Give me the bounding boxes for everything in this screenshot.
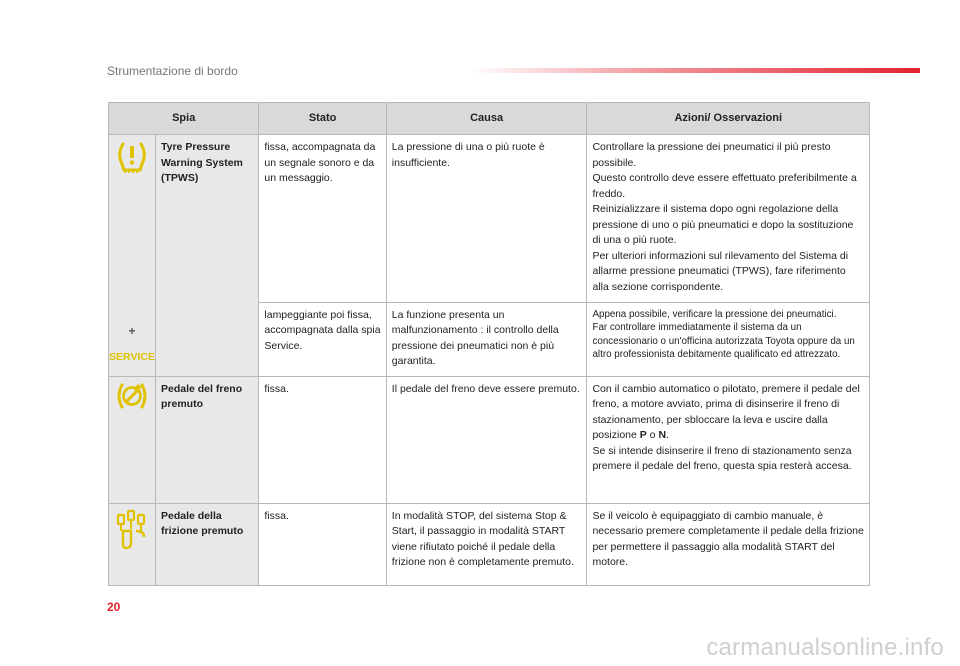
cause-cell: In modalità STOP, del sistema Stop & Start, il passaggio in modalità START viene rifiutato poiché il pedale della frizione non è completamente premuto. <box>386 503 587 585</box>
column-header-azioni: Azioni/ Osservazioni <box>587 103 870 135</box>
light-name: Pedale della frizione premuto <box>156 503 259 585</box>
clutch-pedal-icon <box>114 509 150 551</box>
cause-cell: Il pedale del freno deve essere premuto. <box>386 376 587 503</box>
warning-lights-table <box>108 102 870 586</box>
section-title: Strumentazione di bordo <box>107 64 238 78</box>
state-cell: fissa, accompagnata da un segnale sonoro e da un messaggio. <box>259 135 386 303</box>
column-header-stato: Stato <box>259 103 386 135</box>
table-header-row <box>109 103 870 135</box>
actions-cell: Controllare la pressione dei pneumatici il più presto possibile. Questo controllo deve essere effettuato preferibilmente a freddo. Reinizializzare il sistema dopo ogni regolazione della pressione di uno o più pneumatici e dopo la sostituzione di una o più ruote. Per ulteriori informazioni sul rilevamento del Sistema di allarme pressione pneumatici (TPWS), fare riferimento alla sezione corrispondente. <box>587 135 870 303</box>
cause-cell: La pressione di una o più ruote è insufficiente. <box>386 135 587 303</box>
state-cell: lampeggiante poi fissa, accompagnata dalla spia Service. <box>259 302 386 376</box>
table-row <box>109 503 870 585</box>
actions-cell: Appena possibile, verificare la pressione dei pneumatici. Far controllare immediatamente il sistema da un concessionario o un'officina autorizzata Toyota oppure da un altro professionista debitamente qualificato ed attrezzato. <box>587 302 870 376</box>
actions-cell <box>587 376 870 503</box>
column-header-spia: Spia <box>109 103 259 135</box>
cause-cell: La funzione presenta un malfunzionamento : il controllo della pressione dei pneumatici non è più garantita. <box>386 302 587 376</box>
actions-text-part: o <box>646 429 659 441</box>
footer-watermark: carmanualsonline.info <box>706 634 944 661</box>
tyre-pressure-warning-icon <box>114 140 150 174</box>
table-row <box>109 135 870 303</box>
actions-cell: Se il veicolo è equipaggiato di cambio manuale, è necessario premere completamente il pedale della frizione per permettere il passaggio alla modalità START del motore. <box>587 503 870 585</box>
actions-text-part: Con il cambio automatico o pilotato, premere il pedale del freno, a motore avviato, prima di disinserire il freno di stazionamento, per sbloccare la leva e uscire dalla posizione <box>592 382 860 441</box>
light-name: Tyre Pressure Warning System (TPWS) <box>156 135 259 377</box>
state-cell: fissa. <box>259 376 386 503</box>
gear-position-n: N <box>658 429 667 441</box>
icon-cell <box>109 503 156 585</box>
light-name: Pedale del freno premuto <box>156 376 259 503</box>
column-header-causa: Causa <box>386 103 587 135</box>
brake-pedal-icon <box>114 382 150 410</box>
service-icon <box>109 347 155 365</box>
icon-cell <box>109 135 156 377</box>
service-icon-text: SERVICE <box>109 351 155 363</box>
state-cell: fissa. <box>259 503 386 585</box>
page-number: 20 <box>107 600 121 614</box>
table-row <box>109 376 870 503</box>
actions-text-part: . Se si intende disinserire il freno di stazionamento senza premere il pedale del freno, questa spia resterà accesa. <box>592 429 852 472</box>
gear-position-p: P <box>639 429 647 441</box>
plus-sign: + <box>128 323 136 338</box>
icon-cell <box>109 376 156 503</box>
header-accent-bar <box>470 68 920 73</box>
